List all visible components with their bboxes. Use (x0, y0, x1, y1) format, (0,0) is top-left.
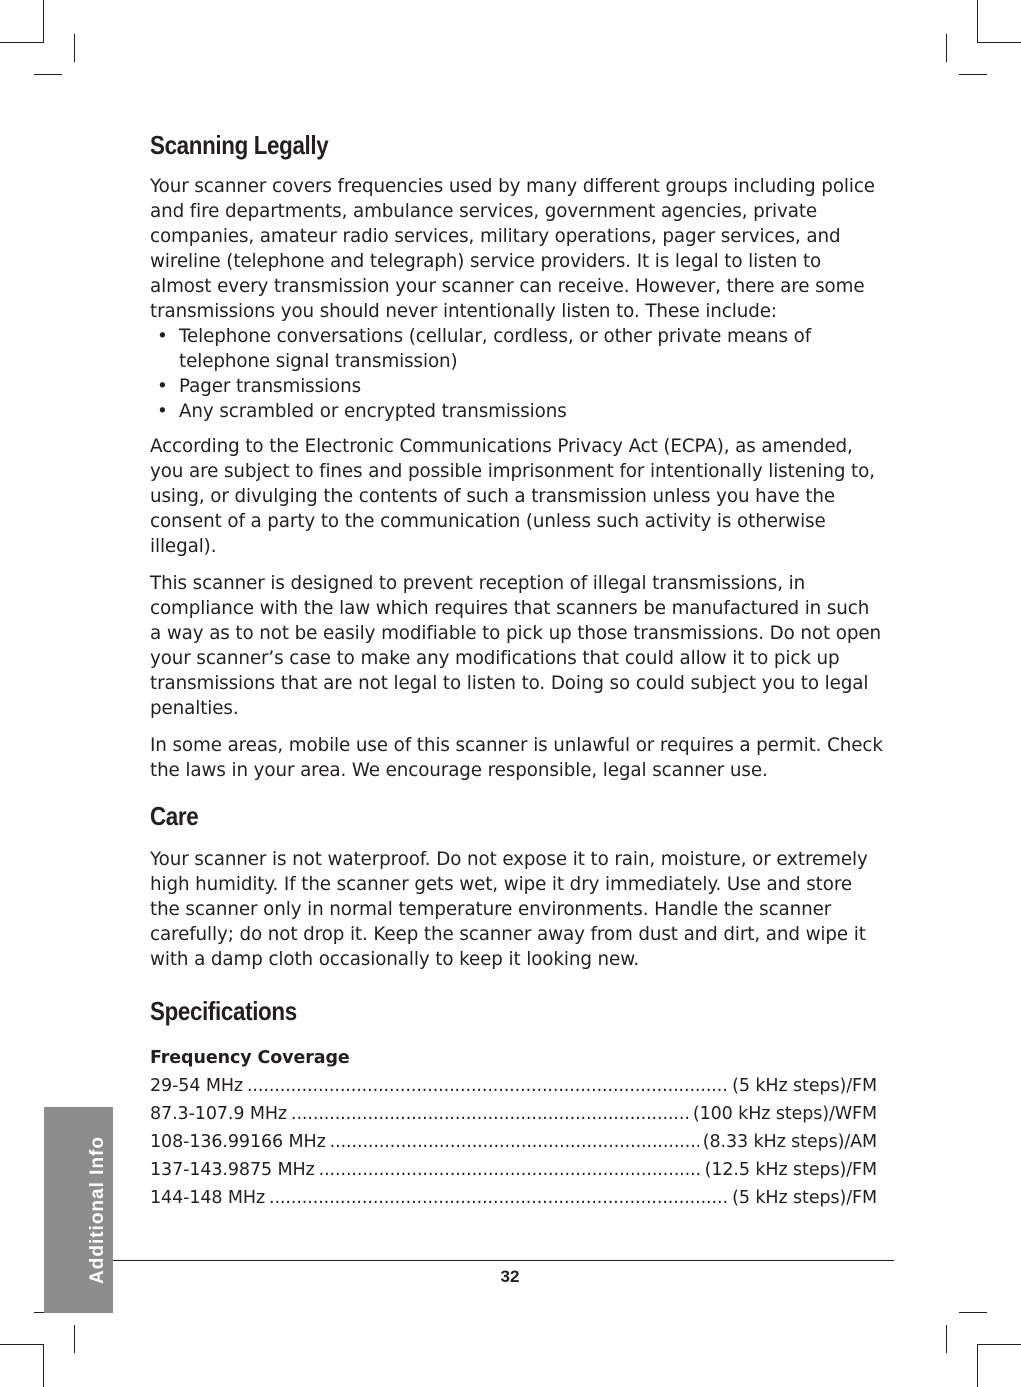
spec-frequency: 29-54 MHz (150, 1076, 243, 1096)
section-heading-scanning-legally: Scanning Legally (150, 130, 329, 160)
spec-row (150, 1156, 877, 1184)
spec-row (150, 1100, 877, 1128)
crop-mark (959, 74, 987, 75)
spec-frequency: 87.3-107.9 MHz (150, 1104, 287, 1124)
footer-rule (113, 1260, 894, 1261)
list-item: • Telephone conversations (cellular, cordless, or other private means of telephone signal transmission) (179, 324, 885, 374)
crop-mark (43, 0, 44, 43)
crop-mark (34, 74, 62, 75)
page-content (150, 128, 885, 1212)
mobile-use-paragraph: In some areas, mobile use of this scanner is unlawful or requires a permit. Check the laws in your area. We encourage responsible, legal scanner use. (150, 735, 883, 781)
crop-mark (977, 1344, 978, 1387)
design-paragraph: This scanner is designed to prevent reception of illegal transmissions, in compliance with the law which requires that scanners be manufactured in such a way as to not be easily modifiable to pick up those transmissions. Do not open your scanner’s case to make any modifications that could allow it to pick up transmissions that are not legal to listen to. Doing so could subject you to legal penalties. (150, 573, 882, 719)
list-item: • Pager transmissions (179, 374, 885, 399)
dot-leader (319, 1156, 701, 1184)
spec-step-mode: (5 kHz steps)/FM (732, 1188, 877, 1208)
care-paragraph: Your scanner is not waterproof. Do not expose it to rain, moisture, or extremely high humidity. If the scanner gets wet, wipe it dry immediately. Use and store the scanner only in normal temperature environments. Handle the scanner carefully; do not drop it. Keep the scanner away from dust and dirt, and wipe it with a damp cloth occasionally to keep it looking new. (150, 849, 868, 970)
ecpa-paragraph: According to the Electronic Communications Privacy Act (ECPA), as amended, you are subject to fines and possible imprisonment for intentionally listening to, using, or divulging the contents of such a transmission unless you have the consent of a party to the communication (unless such activity is otherwise illegal). (150, 436, 875, 557)
crop-mark (977, 0, 978, 43)
spec-frequency: 144-148 MHz (150, 1188, 266, 1208)
crop-mark (43, 1344, 44, 1387)
dot-leader (330, 1128, 699, 1156)
dot-leader (291, 1100, 689, 1128)
page-number: 32 (500, 1267, 520, 1286)
spec-step-mode: (100 kHz steps)/WFM (692, 1104, 877, 1124)
spec-row (150, 1128, 877, 1156)
spec-step-mode: (5 kHz steps)/FM (732, 1076, 877, 1096)
spec-row (150, 1072, 877, 1100)
spec-step-mode: (12.5 kHz steps)/FM (704, 1160, 877, 1180)
crop-mark (978, 42, 1021, 43)
spec-step-mode: (8.33 kHz steps)/AM (702, 1132, 877, 1152)
side-tab-label: Additional Info (87, 1136, 108, 1284)
crop-mark (959, 1312, 987, 1313)
crop-mark (946, 34, 947, 62)
dot-leader (247, 1072, 728, 1100)
crop-mark (74, 34, 75, 62)
crop-mark (946, 1325, 947, 1353)
spec-frequency: 108-136.99166 MHz (150, 1132, 326, 1152)
crop-mark (0, 1344, 43, 1345)
dot-leader (269, 1184, 728, 1212)
spec-frequency: 137-143.9875 MHz (150, 1160, 315, 1180)
list-item: • Any scrambled or encrypted transmissions (179, 399, 885, 424)
crop-mark (978, 1344, 1021, 1345)
section-heading-care: Care (150, 801, 199, 831)
frequency-coverage-subheading: Frequency Coverage (150, 1048, 350, 1068)
prohibited-transmissions-list (150, 324, 885, 424)
crop-mark (74, 1325, 75, 1353)
spec-row (150, 1184, 877, 1212)
crop-mark (0, 42, 43, 43)
scanning-intro: Your scanner covers frequencies used by many different groups including police and fire departments, ambulance services, government agencies, private companies, amateur radio services, military operations, pager services, and wireline (telephone and telegraph) service providers. It is legal to listen to almost every transmission your scanner can receive. However, there are some transmissions you should never intentionally listen to. These include: (150, 176, 875, 322)
section-heading-specifications: Specifications (150, 996, 297, 1026)
